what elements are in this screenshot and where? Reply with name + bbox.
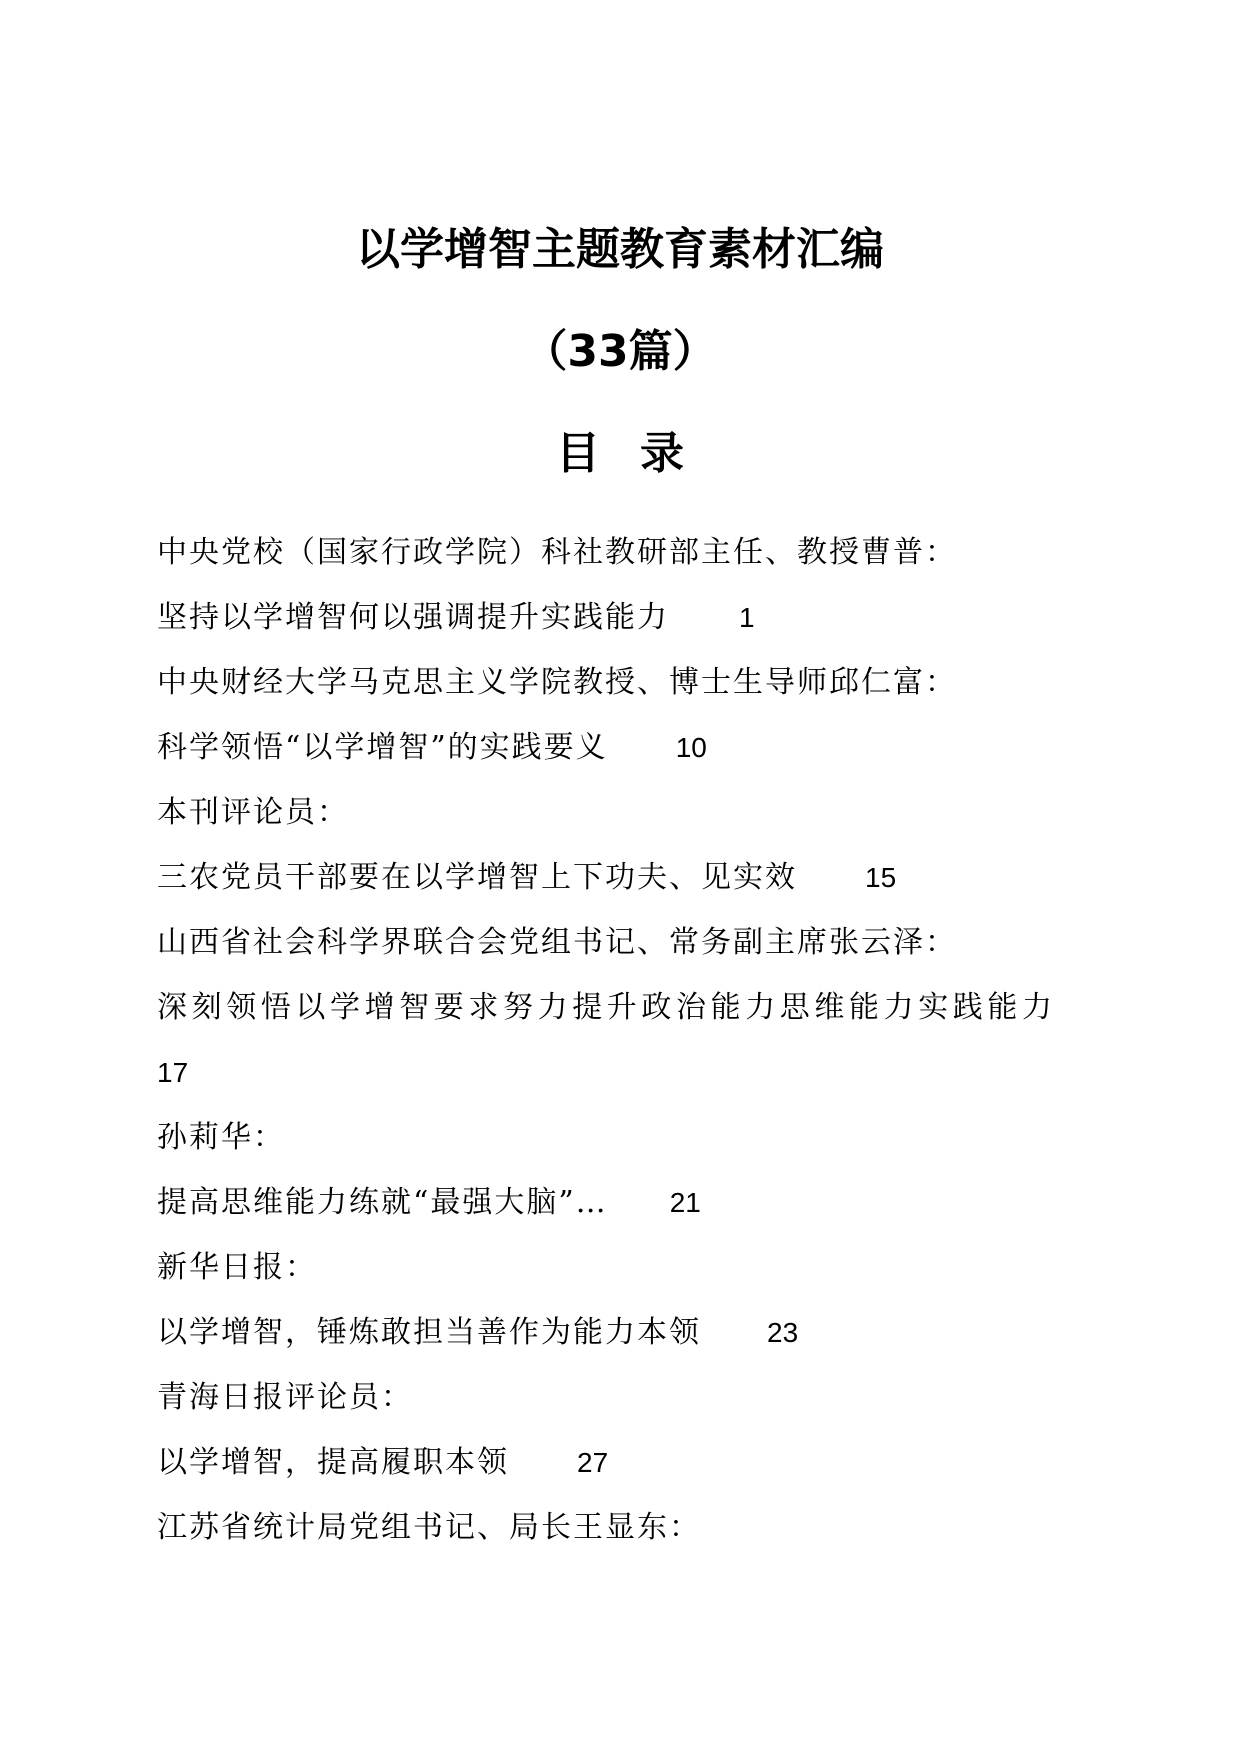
toc-entry-title-text: 以学增智，提高履职本领 bbox=[157, 1445, 509, 1480]
toc-entry-title[interactable] bbox=[157, 1430, 1097, 1495]
toc-entry-title[interactable] bbox=[157, 585, 1097, 650]
toc-entry-title[interactable] bbox=[157, 845, 1097, 910]
document-count: （33篇） bbox=[523, 326, 717, 377]
toc-entry-author: 江苏省统计局党组书记、局长王显东： bbox=[157, 1510, 701, 1545]
toc-entry-title-text: 深刻领悟以学增智要求努力提升政治能力思维能力实践能力 bbox=[157, 990, 1057, 1025]
toc-entry-author: 青海日报评论员： bbox=[157, 1380, 413, 1415]
toc-page-number: 17 bbox=[157, 1057, 189, 1088]
toc-page-number: 1 bbox=[739, 602, 755, 633]
toc-page-number: 10 bbox=[675, 732, 707, 763]
toc-entry-author: 中央党校（国家行政学院）科社教研部主任、教授曹普： bbox=[157, 535, 957, 570]
toc-entry-title-text: 坚持以学增智何以强调提升实践能力 bbox=[157, 600, 669, 635]
toc-entry-page-line bbox=[157, 1040, 1097, 1105]
toc-entry-title[interactable] bbox=[157, 1300, 1097, 1365]
toc-entry-title-text: 以学增智，锤炼敢担当善作为能力本领 bbox=[157, 1315, 701, 1350]
toc-entry-title[interactable] bbox=[157, 715, 1097, 780]
toc-entry-title[interactable] bbox=[157, 1170, 1097, 1235]
toc-page-number: 27 bbox=[577, 1447, 609, 1478]
toc-page-number: 23 bbox=[767, 1317, 799, 1348]
toc-page-number: 21 bbox=[669, 1187, 701, 1218]
toc-entry-title-text: 三农党员干部要在以学增智上下功夫、见实效 bbox=[157, 860, 797, 895]
toc-entry-title-text: 提高思维能力练就“最强大脑”… bbox=[157, 1185, 608, 1220]
toc-heading: 目录 bbox=[556, 428, 724, 479]
toc-entry-title[interactable] bbox=[157, 975, 1097, 1040]
document-title: 以学增智主题教育素材汇编 bbox=[356, 224, 884, 275]
toc-entry-author: 山西省社会科学界联合会党组书记、常务副主席张云泽： bbox=[157, 925, 957, 960]
toc-page-number: 15 bbox=[865, 862, 897, 893]
table-of-contents bbox=[157, 520, 1097, 1560]
toc-entry-title-text: 科学领悟“以学增智”的实践要义 bbox=[157, 730, 608, 765]
toc-entry-author: 本刊评论员： bbox=[157, 795, 349, 830]
toc-entry-author: 中央财经大学马克思主义学院教授、博士生导师邱仁富： bbox=[157, 665, 957, 700]
toc-entry-author: 孙莉华： bbox=[157, 1120, 285, 1155]
toc-entry-author: 新华日报： bbox=[157, 1250, 317, 1285]
